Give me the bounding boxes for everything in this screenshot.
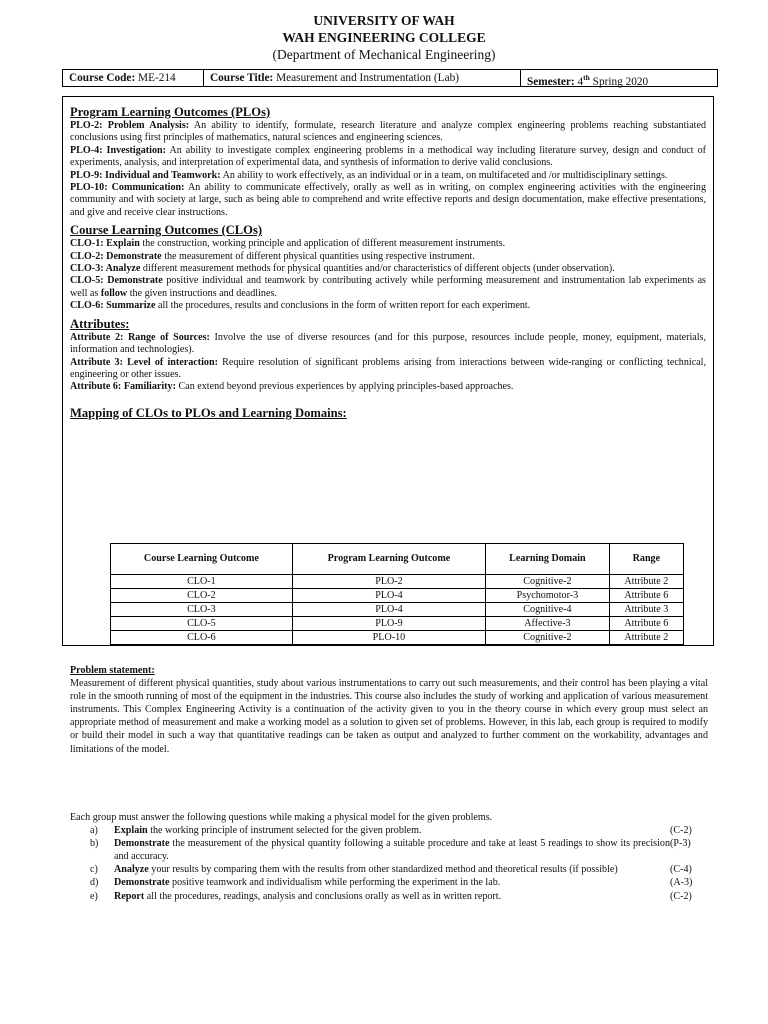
plo-item-label: PLO-10: Communication:: [70, 182, 185, 194]
attribute-item-label: Attribute 3: Level of interaction:: [70, 356, 218, 368]
table-cell: Cognitive-4: [486, 603, 610, 617]
college-name: WAH ENGINEERING COLLEGE: [282, 30, 486, 45]
plo-item: [70, 170, 706, 182]
mapping-header-cell: Learning Domain: [486, 544, 610, 575]
outcomes-content: [70, 103, 706, 421]
question-verb: Report: [114, 890, 145, 902]
clo-heading: Course Learning Outcomes (CLOs): [70, 223, 263, 238]
table-cell: CLO-2: [111, 589, 293, 603]
table-cell: PLO-10: [292, 631, 485, 645]
attribute-item-label: Attribute 2: Range of Sources:: [70, 331, 210, 343]
clo-item-label: CLO-6: Summarize: [70, 300, 156, 312]
question-item: [70, 890, 708, 903]
table-cell: Cognitive-2: [486, 575, 610, 589]
course-code-label: Course Code:: [69, 72, 136, 84]
clo-list: [70, 238, 706, 312]
table-cell: Attribute 6: [609, 589, 683, 603]
clo-item-label: CLO-3: Analyze: [70, 263, 141, 275]
question-level: (C-4): [670, 864, 692, 876]
document-header: [0, 0, 768, 63]
question-letter: e): [90, 890, 98, 902]
mapping-header-cell: Course Learning Outcome: [111, 544, 293, 575]
clo-item: [70, 275, 706, 300]
plo-item: [70, 120, 706, 145]
table-cell: CLO-3: [111, 603, 293, 617]
course-code-cell: [63, 70, 204, 86]
attribute-item-text: Can extend beyond previous experiences by applying principles-based approaches.: [175, 381, 514, 393]
question-body: positive teamwork and individualism while performing the experiment in the lab.: [169, 877, 501, 889]
table-row: [111, 589, 684, 603]
question-text: [114, 824, 670, 837]
table-cell: Psychomotor-3: [486, 589, 610, 603]
question-verb: Demonstrate: [114, 838, 170, 850]
attribute-item-label: Attribute 6: Familiarity:: [70, 381, 176, 393]
semester-suffix: th: [583, 73, 590, 82]
attribute-item-text: Involve the use of diverse resources (and for this purpose, resources include people, money, equipment, materials, information and technologies).: [70, 331, 707, 356]
table-cell: PLO-2: [292, 575, 485, 589]
course-title-cell: [204, 70, 521, 86]
question-items: [70, 824, 708, 903]
plo-item: [70, 182, 706, 219]
semester-cell: [521, 70, 717, 86]
table-row: [111, 631, 684, 645]
plo-item: [70, 145, 706, 170]
table-cell: CLO-6: [111, 631, 293, 645]
question-verb: Demonstrate: [114, 877, 170, 889]
clo-item-text: all the procedures, results and conclusions in the form of written report for each experiment.: [155, 300, 531, 312]
table-cell: PLO-9: [292, 617, 485, 631]
table-cell: CLO-1: [111, 575, 293, 589]
semester-term: Spring 2020: [592, 75, 649, 88]
table-cell: PLO-4: [292, 603, 485, 617]
attributes-heading: Attributes:: [70, 316, 130, 331]
question-list: [70, 811, 708, 903]
clo-item: [70, 300, 706, 312]
table-cell: CLO-5: [111, 617, 293, 631]
table-row: [111, 575, 684, 589]
plo-item-text: An ability to work effectively, as an individual or in a team, on multifaceted and /or multidisciplinary settings.: [220, 169, 668, 181]
clo-item-bold: follow: [100, 287, 128, 299]
question-letter: d): [90, 877, 99, 889]
table-cell: Cognitive-2: [486, 631, 610, 645]
clo-item: [70, 238, 706, 250]
mapping-header-cell: Range: [609, 544, 683, 575]
clo-item-label: CLO-5: Demonstrate: [70, 275, 163, 287]
clo-item-label: CLO-1: Explain: [70, 238, 140, 250]
attribute-item-text: Require resolution of significant problems arising from interactions between wide-ranging or conflicting technical, engineering or other issues.: [70, 356, 706, 380]
clo-item: [70, 251, 706, 263]
question-text: [114, 890, 670, 903]
table-cell: Affective-3: [486, 617, 610, 631]
plo-item-text: An ability to investigate complex engineering problems in a methodical way including literature survey, design and conduct of experiments, analysis, and interpretation of experimental data, and synthesis of information to derive valid conclusions.: [70, 144, 706, 169]
attribute-item: [70, 332, 706, 357]
question-item: [70, 824, 708, 837]
question-level: (C-2): [670, 825, 692, 837]
problem-heading: Problem statement:: [70, 665, 155, 676]
plo-item-label: PLO-2: Problem Analysis:: [70, 120, 190, 131]
question-text: [114, 876, 670, 889]
question-body: the working principle of instrument selected for the given problem.: [147, 825, 422, 837]
mapping-table: [110, 543, 684, 645]
question-level: (P-3): [670, 838, 691, 850]
clo-item-text: different measurement methods for physical quantities and/or characteristics of different objects (under observation).: [140, 263, 615, 275]
table-cell: Attribute 2: [609, 575, 683, 589]
course-title: Measurement and Instrumentation (Lab): [276, 72, 459, 84]
plo-item-label: PLO-4: Investigation:: [70, 144, 166, 156]
outcomes-box: [62, 96, 714, 646]
question-verb: Analyze: [114, 864, 149, 876]
attribute-item: [70, 381, 706, 393]
table-cell: Attribute 6: [609, 617, 683, 631]
mapping-heading: Mapping of CLOs to PLOs and Learning Domains:: [70, 405, 347, 420]
mapping-table-body: [111, 575, 684, 645]
question-intro: Each group must answer the following questions while making a physical model for the given problems.: [70, 812, 493, 823]
question-body: the measurement of the physical quantity following a suitable procedure and take at least 5 readings to show its precision and accuracy.: [114, 838, 670, 863]
clo-item-text: positive individual and teamwork by contributing actively while performing measurement and instrumentation lab experiments as well as: [70, 275, 706, 299]
table-row: [111, 617, 684, 631]
table-cell: PLO-4: [292, 589, 485, 603]
question-letter: a): [90, 825, 98, 837]
course-info-bar: [62, 69, 718, 87]
question-text: [114, 863, 670, 876]
question-body: your results by comparing them with the results from other standardized method and theoretical results (if possible): [148, 864, 618, 876]
plo-item-label: PLO-9: Individual and Teamwork:: [70, 169, 221, 181]
clo-item: [70, 263, 706, 275]
semester-number: 4: [577, 75, 584, 88]
semester-label: Semester:: [527, 75, 575, 88]
problem-text: Measurement of different physical quantities, study about various instrumentations to carry out such measurements, and their control has been playing a vital role in the smooth running of most of the equipment in the industries. This course also includes the study of working and application of various measurement instruments. This Complex Engineering Activity is a continuation of the activity given to you in the theory course in which every group must select an appropriate method of measurement and make a working model as a solution to given set of problems. However, in this lab, each group is required to modify or build their model in such a way that quantitative readings can be taken as output and analyzed to further comment on the workability, advantages and limitations of the model.: [70, 678, 708, 755]
question-item: [70, 876, 708, 889]
clo-item-text: the measurement of different physical quantities using respective instrument.: [161, 250, 475, 262]
plo-heading: Program Learning Outcomes (PLOs): [70, 105, 271, 119]
mapping-table-header: [111, 544, 684, 575]
plo-item-text: An ability to identify, formulate, research literature and analyze complex engineering problems reaching substantiated conclusions using first principles of mathematics, natural sciences and engineering sciences.: [70, 120, 707, 144]
table-cell: Attribute 3: [609, 603, 683, 617]
question-letter: b): [90, 838, 99, 850]
mapping-header-cell: Program Learning Outcome: [292, 544, 485, 575]
attribute-item: [70, 357, 706, 382]
attributes-list: [70, 332, 706, 394]
clo-item-text: the given instructions and deadlines.: [127, 287, 277, 299]
course-title-label: Course Title:: [210, 72, 274, 84]
clo-item-text: the construction, working principle and application of different measurement instruments.: [139, 238, 506, 250]
question-level: (C-2): [670, 890, 692, 902]
question-body: all the procedures, readings, analysis and conclusions orally as well as in written report.: [144, 890, 502, 902]
table-row: [111, 603, 684, 617]
question-letter: c): [90, 864, 98, 876]
problem-statement: [70, 664, 708, 756]
university-name: UNIVERSITY OF WAH: [313, 13, 455, 28]
plo-item-text: An ability to communicate effectively, orally as well as in writing, on complex engineering activities with the engineering community and with society at large, such as being able to comprehend and write effective reports and design documentation, make effective presentations, and give and receive clear instructions.: [70, 182, 706, 218]
clo-item-label: CLO-2: Demonstrate: [70, 250, 162, 262]
department-name: (Department of Mechanical Engineering): [272, 47, 496, 62]
question-level: (A-3): [670, 877, 693, 889]
plo-list: [70, 120, 706, 219]
question-text: [114, 837, 670, 863]
question-item: [70, 863, 708, 876]
course-code: ME-214: [138, 72, 176, 84]
table-cell: Attribute 2: [609, 631, 683, 645]
question-verb: Explain: [114, 825, 148, 837]
question-item: [70, 837, 708, 863]
